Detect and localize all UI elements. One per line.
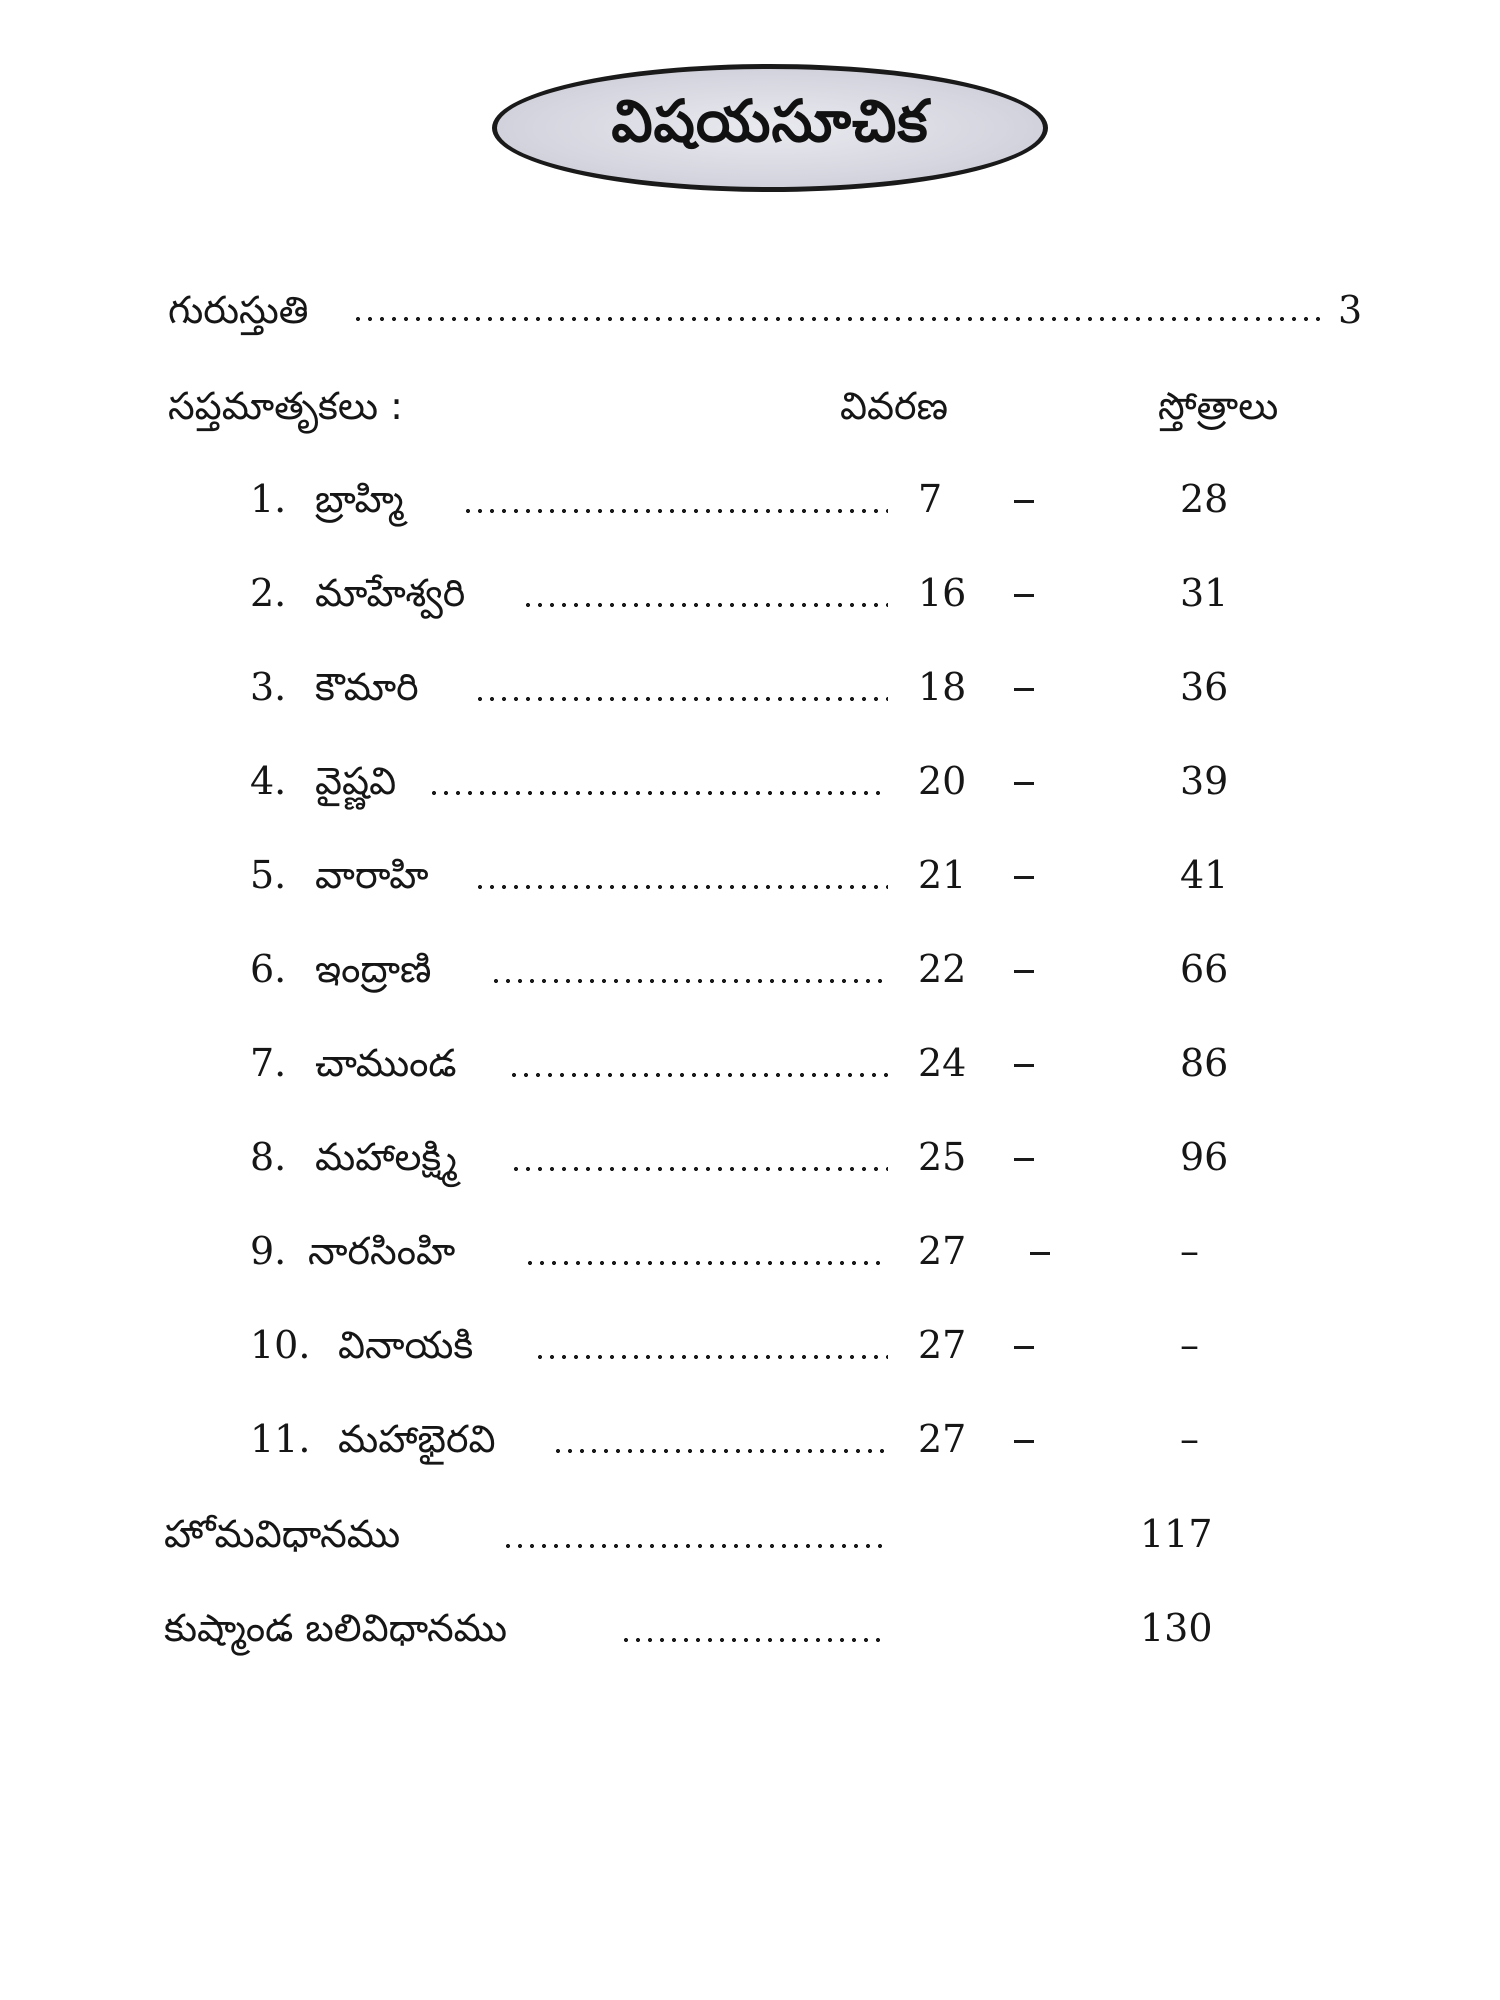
dot-leader xyxy=(474,696,888,702)
item-label: చాముండ xyxy=(315,1041,457,1085)
item-stotra-page: 28 xyxy=(1180,477,1229,521)
dot-leader xyxy=(428,790,888,796)
guru-stuti-label: గురుస్తుతి xyxy=(168,288,309,332)
kushmanda-label: కుష్మాండ బలివిధానము xyxy=(164,1606,508,1650)
item-stotra-page: 96 xyxy=(1180,1135,1229,1179)
item-label: బ్రాహ్మి xyxy=(315,477,404,521)
item-number: 8. xyxy=(250,1135,287,1179)
item-description-page: 27 xyxy=(918,1229,967,1273)
item-label: వైష్ణవి xyxy=(315,759,397,803)
dot-leader xyxy=(510,1166,888,1172)
item-label: నారసింహి xyxy=(308,1229,456,1273)
dot-leader xyxy=(508,1072,888,1078)
item-label: మహాభైరవి xyxy=(338,1417,496,1461)
item-description-page: 21 xyxy=(918,853,967,897)
range-dash xyxy=(1014,1064,1034,1067)
dot-leader xyxy=(462,508,888,514)
item-description-page: 22 xyxy=(918,947,967,991)
range-dash xyxy=(1014,688,1034,691)
dot-leader xyxy=(534,1354,888,1360)
guru-stuti-page: 3 xyxy=(1338,288,1363,332)
item-number: 4. xyxy=(250,759,287,803)
item-description-page: 25 xyxy=(918,1135,967,1179)
column-header-description: వివరణ xyxy=(840,384,948,428)
item-label: కౌమారి xyxy=(315,665,419,709)
item-stotra-page: 66 xyxy=(1180,947,1229,991)
item-stotra-page: – xyxy=(1180,1323,1199,1367)
item-stotra-page: 36 xyxy=(1180,665,1229,709)
range-dash xyxy=(1014,1158,1034,1161)
dot-leader xyxy=(490,978,888,984)
dot-leader xyxy=(620,1637,886,1643)
item-number: 10. xyxy=(250,1323,311,1367)
item-description-page: 16 xyxy=(918,571,967,615)
item-label: వారాహి xyxy=(315,853,429,897)
item-description-page: 27 xyxy=(918,1323,967,1367)
item-number: 7. xyxy=(250,1041,287,1085)
item-number: 1. xyxy=(250,477,287,521)
item-stotra-page: 86 xyxy=(1180,1041,1229,1085)
item-number: 11. xyxy=(250,1417,311,1461)
item-number: 3. xyxy=(250,665,287,709)
item-description-page: 24 xyxy=(918,1041,967,1085)
section-heading: సప్తమాతృకలు : xyxy=(168,384,403,428)
range-dash xyxy=(1014,970,1034,973)
dot-leader xyxy=(552,1448,888,1454)
homa-page: 117 xyxy=(1140,1512,1213,1556)
column-header-stotras: స్తోత్రాలు xyxy=(1158,384,1279,428)
item-stotra-page: 31 xyxy=(1180,571,1229,615)
range-dash xyxy=(1014,500,1034,503)
dot-leader xyxy=(524,1260,888,1266)
item-stotra-page: – xyxy=(1180,1229,1199,1273)
dot-leader xyxy=(474,884,888,890)
kushmanda-page: 130 xyxy=(1140,1606,1213,1650)
item-label: మాహేశ్వరి xyxy=(315,571,466,615)
item-description-page: 7 xyxy=(918,477,943,521)
item-description-page: 27 xyxy=(918,1417,967,1461)
item-label: మహాలక్ష్మి xyxy=(315,1135,458,1179)
range-dash xyxy=(1014,782,1034,785)
range-dash xyxy=(1030,1252,1050,1255)
item-stotra-page: – xyxy=(1180,1417,1199,1461)
dot-leader xyxy=(502,1543,886,1549)
dot-leader xyxy=(352,316,1324,322)
item-number: 5. xyxy=(250,853,287,897)
item-number: 9. xyxy=(250,1229,287,1273)
homa-label: హోమవిధానము xyxy=(164,1512,401,1556)
range-dash xyxy=(1014,876,1034,879)
item-label: ఇంద్రాణి xyxy=(315,947,432,991)
item-description-page: 20 xyxy=(918,759,967,803)
range-dash xyxy=(1014,1346,1034,1349)
item-label: వినాయకి xyxy=(338,1323,474,1367)
item-stotra-page: 41 xyxy=(1180,853,1229,897)
item-number: 2. xyxy=(250,571,287,615)
item-description-page: 18 xyxy=(918,665,967,709)
range-dash xyxy=(1014,1440,1034,1443)
item-number: 6. xyxy=(250,947,287,991)
dot-leader xyxy=(522,602,888,608)
title-oval xyxy=(492,64,1048,192)
range-dash xyxy=(1014,594,1034,597)
page-title: విషయసూచిక xyxy=(611,86,929,155)
item-stotra-page: 39 xyxy=(1180,759,1229,803)
